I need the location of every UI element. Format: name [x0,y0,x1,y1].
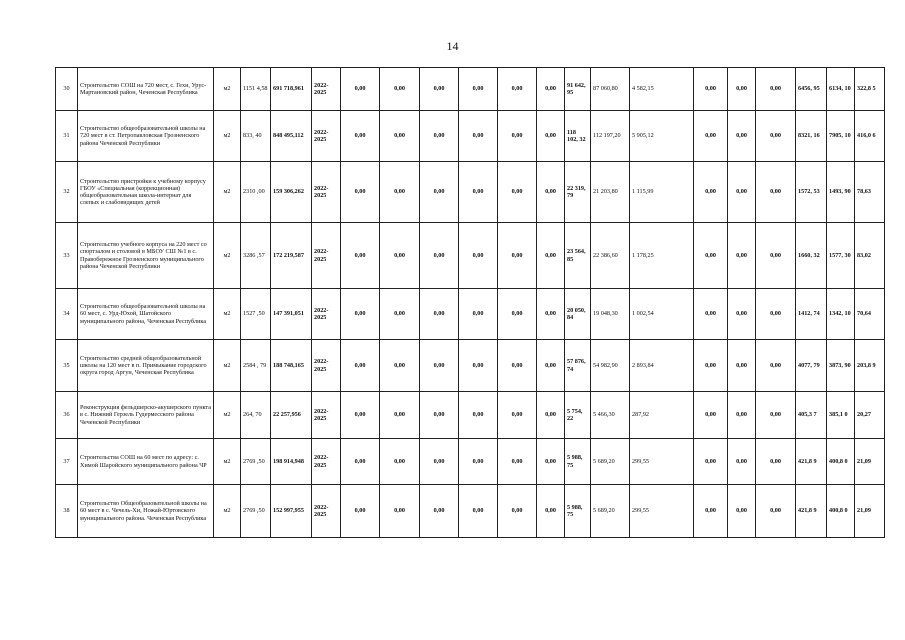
value-cell: 0,00 [694,223,728,289]
value-cell: 0,00 [694,111,728,162]
value-cell: 5 689,20 [591,485,630,538]
value-cell: 0,00 [459,68,498,111]
object-name: Строительство средней общеобразовательной школы на 120 мест в п. Примыкание городского округа город Аргун, Чеченская Республика [78,340,214,392]
value-cell: 83,02 [855,223,885,289]
capacity: 2584 , 79 [241,340,271,392]
row-number: 33 [56,223,78,289]
value-cell: 0,00 [694,289,728,340]
value-cell: 0,00 [341,162,380,223]
value-cell: 22 386,60 [591,223,630,289]
row-number: 31 [56,111,78,162]
period: 2022-2025 [312,439,341,485]
period: 2022-2025 [312,485,341,538]
value-cell: 0,00 [537,485,565,538]
value-cell: 0,00 [728,439,756,485]
value-cell: 1660, 32 [796,223,827,289]
value-cell: 0,00 [380,111,420,162]
capacity: 3286 ,57 [241,223,271,289]
value-cell: 0,00 [498,340,537,392]
object-name: Строительство общеобразовательной школы на 720 мест в ст. Петропавловская Грозненского района Чеченской Республики [78,111,214,162]
value-cell: 0,00 [380,68,420,111]
value-cell: 0,00 [341,223,380,289]
value-cell: 0,00 [728,392,756,439]
period: 2022-2025 [312,392,341,439]
value-cell: 112 197,20 [591,111,630,162]
value-cell: 19 048,30 [591,289,630,340]
value-cell: 78,63 [855,162,885,223]
value-cell: 0,00 [728,289,756,340]
period: 2022-2025 [312,289,341,340]
value-cell: 23 564, 85 [565,223,591,289]
object-name: Строительство пристройки к учебному корпусу ГБОУ «Специальная (коррекционная) общеобразовательная школа-интернат для слепых и слабовидящих детей [78,162,214,223]
value-cell: 0,00 [728,162,756,223]
value-cell: 3873, 90 [827,340,855,392]
value-cell: 0,00 [459,439,498,485]
value-cell: 0,00 [341,392,380,439]
value-cell: 21 203,80 [591,162,630,223]
value-cell: 385,1 0 [827,392,855,439]
value-cell: 5 988, 75 [565,439,591,485]
object-name: Строительство СОШ на 720 мест, с. Гехи, Урус-Мартановский район, Чеченская Республика [78,68,214,111]
table-row [56,162,885,223]
value-cell: 8321, 16 [796,111,827,162]
value-cell: 0,00 [728,68,756,111]
value-cell: 203,8 9 [855,340,885,392]
unit: м2 [214,340,241,392]
value-cell: 0,00 [498,392,537,439]
unit: м2 [214,392,241,439]
table-row [56,68,885,111]
value-cell: 0,00 [694,340,728,392]
row-number: 36 [56,392,78,439]
value-cell: 0,00 [459,340,498,392]
estimated-cost: 188 748,165 [271,340,312,392]
row-number: 38 [56,485,78,538]
period: 2022-2025 [312,223,341,289]
value-cell: 6456, 95 [796,68,827,111]
value-cell: 0,00 [420,485,459,538]
value-cell: 0,00 [537,223,565,289]
value-cell: 5 466,30 [591,392,630,439]
value-cell: 0,00 [380,162,420,223]
object-name: Реконструкция фельдшерско-акушерского пункта в с. Нижний Герзель Гудермесского района Чеченской Республики [78,392,214,439]
estimated-cost: 848 495,112 [271,111,312,162]
estimated-cost: 691 718,961 [271,68,312,111]
estimated-cost: 22 257,956 [271,392,312,439]
value-cell: 0,00 [728,223,756,289]
value-cell: 0,00 [459,223,498,289]
value-cell: 0,00 [756,485,796,538]
value-cell: 0,00 [380,485,420,538]
value-cell: 4 582,15 [630,68,694,111]
value-cell: 0,00 [498,111,537,162]
value-cell: 0,00 [728,485,756,538]
value-cell: 21,09 [855,439,885,485]
value-cell: 0,00 [537,289,565,340]
value-cell: 0,00 [420,340,459,392]
value-cell: 0,00 [498,223,537,289]
table-row [56,340,885,392]
value-cell: 22 319, 79 [565,162,591,223]
capacity: 2310 ,00 [241,162,271,223]
table-row [56,289,885,340]
value-cell: 0,00 [341,68,380,111]
row-number: 34 [56,289,78,340]
value-cell: 1577, 30 [827,223,855,289]
value-cell: 322,8 5 [855,68,885,111]
value-cell: 400,8 0 [827,439,855,485]
value-cell: 0,00 [420,223,459,289]
value-cell: 0,00 [420,289,459,340]
value-cell: 0,00 [537,340,565,392]
capacity: 1151 4,58 [241,68,271,111]
value-cell: 0,00 [459,111,498,162]
budget-table [55,67,885,538]
value-cell: 0,00 [380,340,420,392]
value-cell: 0,00 [498,485,537,538]
row-number: 37 [56,439,78,485]
value-cell: 405,3 7 [796,392,827,439]
object-name: Строительство Общеобразовательной школы на 60 мест в с. Чечель-Хи, Ножай-Юртовского муниципального района. Чеченская Республика [78,485,214,538]
estimated-cost: 159 306,262 [271,162,312,223]
value-cell: 0,00 [694,162,728,223]
unit: м2 [214,485,241,538]
value-cell: 0,00 [756,111,796,162]
value-cell: 0,00 [380,223,420,289]
value-cell: 0,00 [756,68,796,111]
value-cell: 87 060,80 [591,68,630,111]
value-cell: 0,00 [420,68,459,111]
value-cell: 0,00 [459,392,498,439]
value-cell: 299,55 [630,485,694,538]
table-row [56,223,885,289]
value-cell: 0,00 [341,485,380,538]
unit: м2 [214,439,241,485]
value-cell: 0,00 [756,223,796,289]
value-cell: 0,00 [380,289,420,340]
value-cell: 0,00 [756,439,796,485]
unit: м2 [214,68,241,111]
value-cell: 0,00 [756,162,796,223]
value-cell: 21,09 [855,485,885,538]
value-cell: 0,00 [341,340,380,392]
value-cell: 6134, 10 [827,68,855,111]
value-cell: 2 893,84 [630,340,694,392]
value-cell: 0,00 [380,439,420,485]
value-cell: 0,00 [694,68,728,111]
value-cell: 0,00 [728,340,756,392]
value-cell: 1412, 74 [796,289,827,340]
estimated-cost: 147 391,051 [271,289,312,340]
table-body [56,68,885,538]
unit: м2 [214,162,241,223]
value-cell: 1493, 90 [827,162,855,223]
estimated-cost: 198 914,948 [271,439,312,485]
value-cell: 0,00 [459,485,498,538]
page-number: 14 [446,39,459,53]
capacity: 833, 40 [241,111,271,162]
value-cell: 118 102, 32 [565,111,591,162]
value-cell: 20,27 [855,392,885,439]
capacity: 1527 ,50 [241,289,271,340]
value-cell: 0,00 [420,439,459,485]
capacity: 264, 70 [241,392,271,439]
value-cell: 0,00 [341,111,380,162]
period: 2022-2025 [312,68,341,111]
period: 2022-2025 [312,162,341,223]
row-number: 32 [56,162,78,223]
value-cell: 54 982,90 [591,340,630,392]
object-name: Строительство учебного корпуса на 220 мест со спортзалом и столовой в МБОУ СШ №1 в с. Правобережное Грозненского муниципального района Чеченской Республики [78,223,214,289]
value-cell: 1 178,25 [630,223,694,289]
value-cell: 5 905,12 [630,111,694,162]
unit: м2 [214,223,241,289]
value-cell: 0,00 [420,162,459,223]
value-cell: 0,00 [459,289,498,340]
value-cell: 0,00 [341,289,380,340]
value-cell: 0,00 [498,68,537,111]
estimated-cost: 152 997,955 [271,485,312,538]
value-cell: 0,00 [537,111,565,162]
value-cell: 0,00 [537,68,565,111]
value-cell: 0,00 [420,111,459,162]
table-row [56,111,885,162]
value-cell: 4077, 79 [796,340,827,392]
value-cell: 91 642, 95 [565,68,591,111]
table-row [56,439,885,485]
value-cell: 70,64 [855,289,885,340]
value-cell: 0,00 [380,392,420,439]
value-cell: 5 988, 75 [565,485,591,538]
value-cell: 0,00 [694,439,728,485]
value-cell: 0,00 [537,162,565,223]
value-cell: 421,8 9 [796,485,827,538]
value-cell: 0,00 [728,111,756,162]
value-cell: 0,00 [498,162,537,223]
capacity: 2769 ,50 [241,485,271,538]
value-cell: 7905, 10 [827,111,855,162]
value-cell: 0,00 [459,162,498,223]
capacity: 2769 ,50 [241,439,271,485]
value-cell: 0,00 [756,392,796,439]
value-cell: 0,00 [694,392,728,439]
value-cell: 0,00 [694,485,728,538]
value-cell: 0,00 [498,289,537,340]
unit: м2 [214,289,241,340]
value-cell: 0,00 [537,392,565,439]
value-cell: 1 115,99 [630,162,694,223]
value-cell: 0,00 [341,439,380,485]
value-cell: 0,00 [537,439,565,485]
value-cell: 287,92 [630,392,694,439]
value-cell: 1572, 53 [796,162,827,223]
unit: м2 [214,111,241,162]
table-row [56,485,885,538]
row-number: 30 [56,68,78,111]
value-cell: 416,0 6 [855,111,885,162]
period: 2022-2025 [312,111,341,162]
value-cell: 1342, 10 [827,289,855,340]
value-cell: 0,00 [756,340,796,392]
value-cell: 0,00 [756,289,796,340]
value-cell: 299,55 [630,439,694,485]
value-cell: 57 876, 74 [565,340,591,392]
value-cell: 0,00 [420,392,459,439]
object-name: Строительства СОШ на 60 мест по адресу: с. Химой Шаройского муниципального района ЧР [78,439,214,485]
object-name: Строительство общеобразовательной школы на 60 мест, с. Урд-Юхой, Шатойского муниципального района, Чеченская Республика [78,289,214,340]
value-cell: 0,00 [498,439,537,485]
period: 2022-2025 [312,340,341,392]
estimated-cost: 172 219,587 [271,223,312,289]
table-row [56,392,885,439]
value-cell: 5 689,20 [591,439,630,485]
value-cell: 1 002,54 [630,289,694,340]
value-cell: 421,8 9 [796,439,827,485]
row-number: 35 [56,340,78,392]
value-cell: 5 754, 22 [565,392,591,439]
value-cell: 400,8 0 [827,485,855,538]
value-cell: 20 050, 84 [565,289,591,340]
